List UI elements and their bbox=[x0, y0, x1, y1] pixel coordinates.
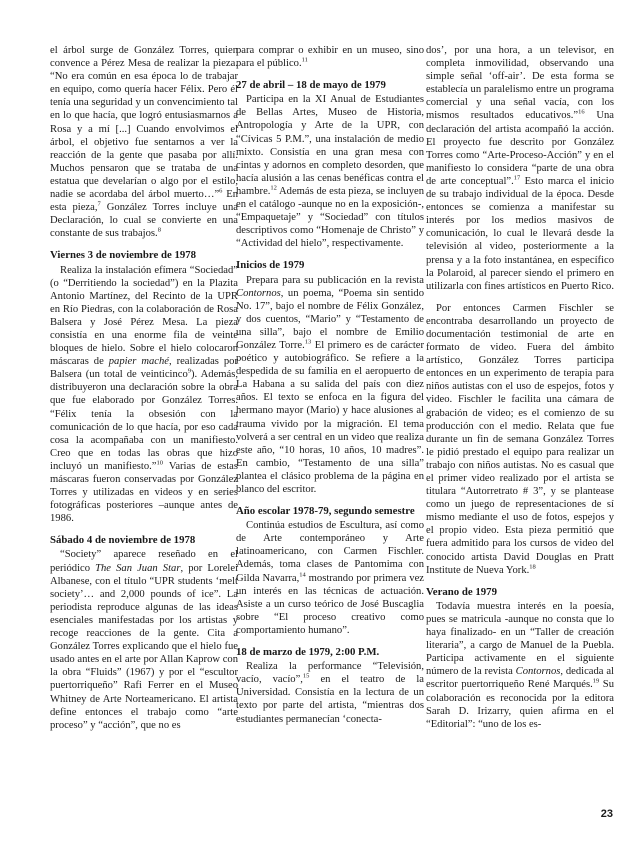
section-heading: 27 de abril – 18 de mayo de 1979 bbox=[236, 79, 386, 92]
paragraph: Realiza la instalación efímera “Sociedad” (o “Derritiendo la sociedad”) en la Plazita Antonio Martínez, del Recinto de la UPR en Río Piedras, con la colaboración de Rosa Balsera y José Pérez Mesa. La pieza consistía en una enorme fila de veinte bloques de hielo. Sobre el hielo colocaron máscaras de papier maché, realizadas por Balsera (un total de veinticinco$^9$). Además, distribuyeron una declaración sobre la obra que fue elaborado por González Torres. “Félix tenía la obsesión con la comunicación de lo que hacía, por eso cada cosa la acompañaba con un manifiesto. Creo que en todas las obras que hizo incluyó un manifiesto.”$^{10}$ Varias de estas máscaras fueron conservadas por González Torres y utilizadas en videos y en series fotográficas posteriores –aunque antes de 1986. bbox=[50, 264, 238, 525]
paragraph: Prepara para su publicación en la revista Contornos, un poema, “Poema sin sentido No. 17”, bajo el nombre de Félix González, y dos cuentos, “Mario” y “Testamento de una silla”, bajo el nombre de Emilio González Torre.$^{13}$ El primero es de carácter poético y autobiográfico. Se refiere a la despedida de su familia en el aeropuerto de La Habana a su salida del país con diez años. El texto se enfoca en la figura del hermano mayor (Mario) y hace alusiones al trauma vivido por la migración. El tema volverá a ser central en un video que realiza este año, “10 horas, 10 años, 10 madres”. En cambio, “Testamento de una silla” plantea el clásico problema de la página en blanco del escritor. bbox=[236, 274, 424, 495]
section-heading: 18 de marzo de 1979, 2:00 P.M. bbox=[236, 646, 380, 659]
text-column-2 bbox=[236, 44, 424, 726]
text-column-3 bbox=[426, 44, 614, 731]
paragraph: “Society” aparece reseñado en el periódico The San Juan Star, por Lorelei Albanese, con el título “UPR students ‘melt society’… and 2,000 pounds of ice”. La periodista reproduce algunas de las ideas esenciales manifestadas por los artistas y recoge reacciones de la gente. Cita a González Torres explicando que el hielo fue usado antes en el arte por Allan Kaprow con la obra “Fluids” (1967) y por el “escultor puertorriqueño” Rafi Ferrer en el Museo Whitney de Arte Norteamericano. El artista define entonces el trabajo como “arte proceso” y “acción”, que no es bbox=[50, 549, 239, 731]
paragraph: el árbol surge de González Torres, quien convence a Pérez Mesa de realizar la pieza. “No era común en esa época lo de trabajar en equipo, como quería hacer Félix. Pero él tenía una seguridad y un convencimiento tal en lo que hacía, que logró entusiasmarnos a Rosa y a mí [...] Cuando envolvimos el árbol, el objetivo fue sentarnos a ver la reacción de la gente que pasaba por allí. Muchos pensaron que se trataba de una estatua que develarían o algo por el estilo, nadie se acordaba del árbol muerto…”$^6$ En esta pieza,$^7$ González Torres incluye una Declaración, lo cual se convierte en una constante de sus trabajos.$^8$ bbox=[50, 45, 239, 240]
paragraph: para comprar o exhibir en un museo, sino para el público.$^{11}$ bbox=[236, 45, 424, 70]
section-heading: Viernes 3 de noviembre de 1978 bbox=[50, 249, 197, 262]
paragraph: Participa en la XI Anual de Estudiantes de Bellas Artes, Museo de Historia, Antropología y Arte de la UPR, con “Cívicas 5 P.M.”, una instalación de medio mixto. Consistía en una gran mesa con cintas y adornos en completo desorden, que hacía alusión a las cenas benéficas contra el hambre.$^{12}$ Además de esta pieza, se incluyen en el catálogo -aunque no en la exposición-, “Empaquetaje” y “Sociedad” con títulos descriptivos como “Homenaje de Christo” y “Actividad del hielo”, respectivamente. bbox=[236, 94, 424, 250]
paragraph: Todavía muestra interés en la poesía, pues se matricula -aunque no consta que lo haya finalizado- en un “Taller de creación literaria”, a cargo de Manuel de la Puebla. Participa activamente en el siguiente número de la revista Contornos, dedicada al escritor puertorriqueño René Marqués.$^{19}$ Su colaboración es reconocida por la editora Sarah D. Irizarry, quien afirma en el “Editorial”: “uno de los es- bbox=[426, 600, 614, 730]
text-column-1 bbox=[50, 44, 238, 732]
paragraph: dos’, por una hora, a un televisor, en completa inmovilidad, observando una simple señal ‘off-air’. De esta forma se establecía un paralelismo entre un programa comercial y una señal vacía, con los mismos resultados educativos.”$^{16}$ Una declaración del artista acompañó la acción. El proyecto fue descrito por González Torres como “Arte-Proceso-Acción” y en el manifiesto lo considera “parte de una obra de arte conceptual”.$^{17}$ Esto marca el inicio de su trabajo individual de la época. Desde entonces se comienza a manifestar su interés por los medios masivos de comunicación, lo cual le llevará desde la televisión al video, posteriormente a la prensa y a la foto instantánea, en específico la Polaroid, al parecer siendo el primero en utilizarla con fines artísticos en Puerto Rico. bbox=[426, 45, 614, 292]
section-heading: Verano de 1979 bbox=[426, 585, 497, 598]
paragraph: Continúa estudios de Escultura, así como de Arte contemporáneo y Arte latinoamericano, con Carmen Fischler. Además, toma clases de Pantomima con Gilda Navarra,$^{14}$ mostrando por primera vez un interés en las técnicas de actuación. Asiste a un curso teórico de José Buscaglia sobre “El proceso creativo como comportamiento humano”. bbox=[236, 520, 424, 636]
paragraph-gap bbox=[426, 293, 614, 302]
paragraph: Realiza la performance “Televisión, vacío, vacío”,$^{15}$ en el teatro de la Universidad. Consistía en la lectura de un texto por parte del artista, “mientras dos estudiantes permanecían ‘conecta- bbox=[236, 661, 424, 725]
section-heading: Año escolar 1978-79, segundo semestre bbox=[236, 505, 415, 518]
paragraph: Por entonces Carmen Fischler se encontraba desarrollando un proyecto de documentación testimonial de arte en formato de video. Fuera del ámbito artístico, González Torres participa entonces en un experimento de terapia para niños autistas con el uso de espejos, fotos y video. Fischler le facilita una cámara de grabación de video; es el comienzo de su producción con el medio. Relata que fue durante un fin de semana González Torres le pidió prestado el equipo para realizar un trabajo con niños autistas. No es casual que el primer video realizado por el artista se titulara “Autorretrato # 3”, y se plantease como un juego de representaciones de sí mismo mediante el uso de fotos, espejos y el propio video. Esta pieza permitió que fuera admitido para los cursos de video del conocido artista David Douglas en Pratt Institute de Nueva York.$^{18}$ bbox=[426, 302, 614, 576]
section-heading: Sábado 4 de noviembre de 1978 bbox=[50, 534, 196, 547]
page-number: 23 bbox=[600, 808, 613, 820]
section-heading: Inicios de 1979 bbox=[236, 259, 305, 272]
